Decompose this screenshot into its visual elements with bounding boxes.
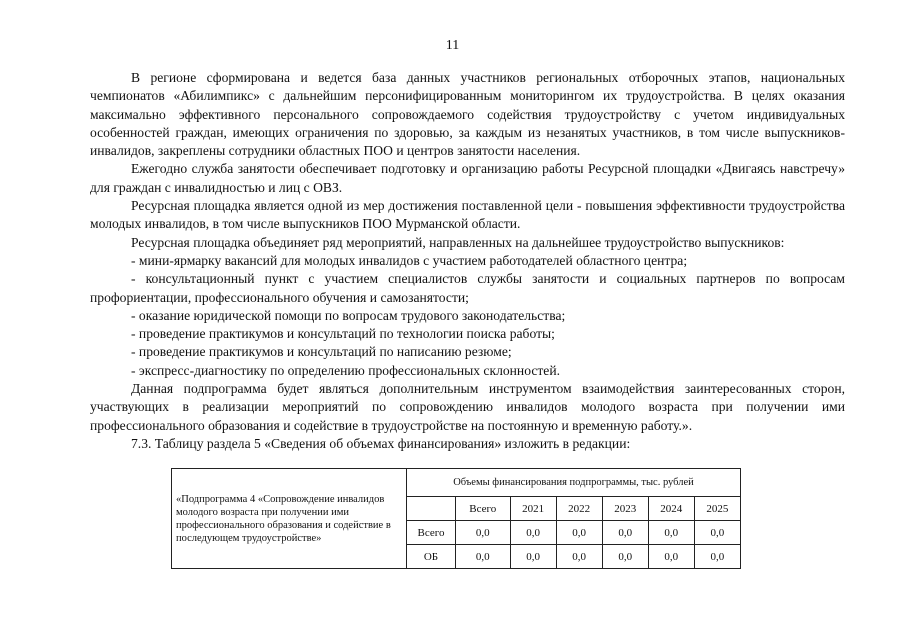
- bullet-item: - проведение практикумов и консультаций по технологии поиска работы;: [131, 326, 555, 342]
- column-header: 2024: [648, 497, 694, 521]
- paragraph: Ресурсная площадка является одной из мер достижения поставленной цели - повышения эффективности трудоустройства молодых инвалидов, в том числе выпускников ПОО Мурманской области.: [90, 198, 845, 232]
- paragraph: 7.3. Таблицу раздела 5 «Сведения об объемах финансирования» изложить в редакции:: [131, 435, 631, 451]
- table-cell: 0,0: [602, 521, 648, 545]
- column-header: 2023: [602, 497, 648, 521]
- column-header: 2025: [694, 497, 740, 521]
- table-cell: 0,0: [694, 521, 740, 545]
- page-number: 11: [445, 38, 460, 53]
- bullet-item: - экспресс-диагностику по определению профессиональных склонностей.: [131, 362, 561, 378]
- program-name-cell: «Подпрограмма 4 «Сопровождение инвалидов молодого возраста при получении ими профессионального образования и содействие в последующем трудоустройстве»: [172, 469, 407, 569]
- table-cell: 0,0: [602, 545, 648, 569]
- row-label: Всего: [407, 521, 456, 545]
- bullet-item: - консультационный пункт с участием специалистов службы занятости и социальных партнеров по вопросам профориентации, профессионального обучения и самозанятости;: [90, 271, 845, 305]
- table-cell: 0,0: [510, 521, 556, 545]
- table-cell: 0,0: [510, 545, 556, 569]
- table-cell: 0,0: [556, 521, 602, 545]
- table-cell: 0,0: [648, 545, 694, 569]
- paragraph: Данная подпрограмма будет являться дополнительным инструментом взаимодействия заинтересованных сторон, участвующих в реализации мероприятий по сопровождению инвалидов молодого возраста при получении ими профессионального образования и содействие в трудоустройстве на постоянную и временную работу.».: [90, 381, 845, 433]
- column-header: 2022: [556, 497, 602, 521]
- column-header: Всего: [456, 497, 511, 521]
- document-body: [90, 69, 845, 453]
- financing-table: [171, 468, 741, 569]
- column-header: 2021: [510, 497, 556, 521]
- paragraph: В регионе сформирована и ведется база данных участников региональных отборочных этапов, национальных чемпионатов «Абилимпикс» с дальнейшим персонифицированным мониторингом их трудоустройства. В целях оказания максимально эффективного персонального сопровождаемого содействия трудоустройству с учетом индивидуальных особенностей граждан, имеющих ограничения по здоровью, за каждым из незанятых участников, в том числе выпускников-инвалидов, закреплены сотрудники областных ПОО и центров занятости населения.: [90, 70, 845, 159]
- paragraph: Ресурсная площадка объединяет ряд мероприятий, направленных на дальнейшее трудоустройство выпускников:: [131, 234, 785, 250]
- bullet-item: - проведение практикумов и консультаций по написанию резюме;: [131, 344, 512, 360]
- table-cell: 0,0: [556, 545, 602, 569]
- bullet-item: - мини-ярмарку вакансий для молодых инвалидов с участием работодателей областного центра;: [131, 252, 688, 268]
- financing-header: Объемы финансирования подпрограммы, тыс. рублей: [407, 469, 741, 497]
- table-cell: 0,0: [694, 545, 740, 569]
- header-empty-cell: [407, 497, 456, 521]
- table-cell: 0,0: [456, 521, 511, 545]
- table-cell: 0,0: [648, 521, 694, 545]
- paragraph: Ежегодно служба занятости обеспечивает подготовку и организацию работы Ресурсной площадки «Двигаясь навстречу» для граждан с инвалидностью и лиц с ОВЗ.: [90, 161, 845, 195]
- row-label: ОБ: [407, 545, 456, 569]
- table-cell: 0,0: [456, 545, 511, 569]
- bullet-item: - оказание юридической помощи по вопросам трудового законодательства;: [131, 307, 566, 323]
